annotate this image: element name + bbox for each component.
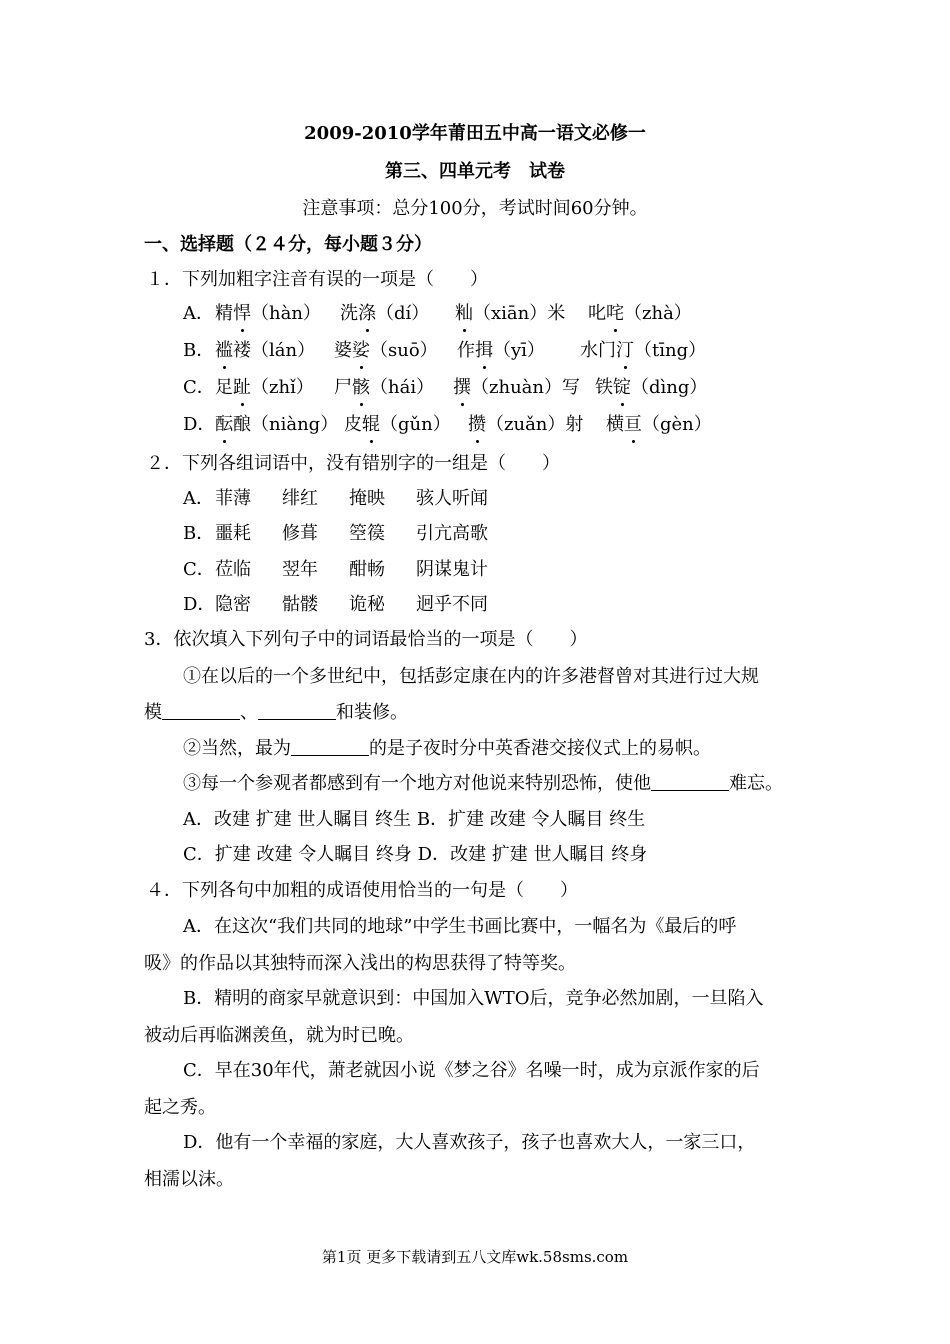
exam-subtitle: 第三、四单元考 试卷 bbox=[385, 161, 565, 182]
fill-blank bbox=[162, 701, 240, 720]
q3-sentence-2: ②当然，最为 的是子夜时分中英香港交接仪式上的易帜。 bbox=[183, 738, 711, 759]
question-2-stem: ２．下列各组词语中，没有错别字的一组是（ ） bbox=[146, 453, 560, 474]
word: 隐密 bbox=[215, 594, 251, 615]
word: 骇人听闻 bbox=[416, 488, 488, 509]
pinyin-item: 足趾（zhǐ） bbox=[215, 377, 314, 398]
q4-option-a-line1: A．在这次“我们共同的地球”中学生书画比赛中，一幅名为《最后的呼 bbox=[183, 916, 737, 937]
exam-notice: 注意事项：总分100分，考试时间60分钟。 bbox=[302, 198, 648, 219]
pinyin-item: 褴褛（lán） bbox=[215, 340, 316, 361]
option-label: C． bbox=[183, 559, 215, 580]
word: 掩映 bbox=[349, 488, 385, 509]
pinyin-item: 作揖（yī） bbox=[457, 340, 545, 361]
word: 噩耗 bbox=[215, 523, 251, 544]
pinyin-item: 攒（zuǎn）射 bbox=[468, 414, 584, 435]
exam-title: 2009-2010学年莆田五中高一语文必修一 bbox=[304, 123, 646, 144]
question-3-stem: 3．依次填入下列句子中的词语最恰当的一项是（ ） bbox=[144, 629, 588, 650]
word: 绯红 bbox=[282, 488, 318, 509]
word: 骷髅 bbox=[282, 594, 318, 615]
fill-blank bbox=[258, 701, 336, 720]
question-4-stem: ４．下列各句中加粗的成语使用恰当的一句是（ ） bbox=[146, 880, 578, 901]
pinyin-item: 撰（zhuàn）写 bbox=[453, 377, 580, 398]
q4-option-a-line2: 吸》的作品以其独特而深入浅出的构思获得了特等奖。 bbox=[144, 953, 576, 974]
word: 酣畅 bbox=[349, 559, 385, 580]
word: 莅临 bbox=[215, 559, 251, 580]
q3-sentence-1a: ①在以后的一个多世纪中，包括彭定康在内的许多港督曾对其进行过大规 bbox=[183, 666, 759, 687]
word: 引亢高歌 bbox=[416, 523, 488, 544]
option-label: B． bbox=[183, 523, 215, 544]
word: 阴谋鬼计 bbox=[416, 559, 488, 580]
q3-sentence-1b: 模 、 和装修。 bbox=[144, 702, 408, 723]
pinyin-item: 皮辊（gǔn） bbox=[344, 414, 451, 435]
fill-blank bbox=[651, 772, 729, 791]
pinyin-item: 精悍（hàn） bbox=[215, 303, 321, 324]
q4-option-b-line2: 被动后再临渊羡鱼，就为时已晚。 bbox=[144, 1025, 414, 1046]
option-label: D． bbox=[183, 414, 216, 435]
option-label: D． bbox=[183, 594, 216, 615]
pinyin-item: 婆娑（suō） bbox=[334, 340, 438, 361]
fill-blank bbox=[291, 737, 369, 756]
pinyin-item: 铁锭（dìng） bbox=[595, 377, 708, 398]
option-label: A． bbox=[183, 488, 214, 509]
word: 诡秘 bbox=[349, 594, 385, 615]
pinyin-item: 洗涤（dí） bbox=[340, 303, 430, 324]
q3-sentence-3: ③每一个参观者都感到有一个地方对他说来特别恐怖，使他 难忘。 bbox=[183, 773, 783, 794]
pinyin-item: 横亘（gèn） bbox=[606, 414, 712, 435]
q4-option-b-line1: B．精明的商家早就意识到：中国加入WTO后，竞争必然加剧，一旦陷入 bbox=[183, 988, 764, 1009]
word: 箜篌 bbox=[349, 523, 385, 544]
option-label: C． bbox=[183, 377, 215, 398]
section-heading: 一、选择题（２４分，每小题３分） bbox=[144, 234, 432, 255]
q4-option-d-line1: D．他有一个幸福的家庭，大人喜欢孩子，孩子也喜欢大人，一家三口， bbox=[183, 1132, 756, 1153]
pinyin-item: 尸骸（hái） bbox=[334, 377, 435, 398]
pinyin-item: 籼（xiān）米 bbox=[455, 303, 566, 324]
q4-option-c-line2: 起之秀。 bbox=[144, 1097, 216, 1118]
q3-options-cd: C．扩建 改建 令人瞩目 终身 D．改建 扩建 世人瞩目 终身 bbox=[183, 844, 648, 865]
q4-option-c-line1: C．早在30年代，萧老就因小说《梦之谷》名噪一时，成为京派作家的后 bbox=[183, 1060, 760, 1081]
page-footer: 第1页 更多下载请到五八文库wk.58sms.com bbox=[321, 1248, 629, 1266]
option-label: A． bbox=[183, 303, 214, 324]
pinyin-item: 叱咤（zhà） bbox=[588, 303, 692, 324]
word: 翌年 bbox=[282, 559, 318, 580]
word: 修葺 bbox=[282, 523, 318, 544]
word: 菲薄 bbox=[215, 488, 251, 509]
pinyin-item: 水门汀（tīng） bbox=[580, 340, 707, 361]
pinyin-item: 酝酿（niàng） bbox=[215, 414, 339, 435]
q3-options-ab: A．改建 扩建 世人瞩目 终生 B．扩建 改建 令人瞩目 终生 bbox=[183, 809, 646, 830]
word: 迥乎不同 bbox=[416, 594, 488, 615]
option-label: B． bbox=[183, 340, 215, 361]
q4-option-d-line2: 相濡以沫。 bbox=[144, 1169, 234, 1190]
question-1-stem: １．下列加粗字注音有误的一项是（ ） bbox=[146, 269, 488, 290]
